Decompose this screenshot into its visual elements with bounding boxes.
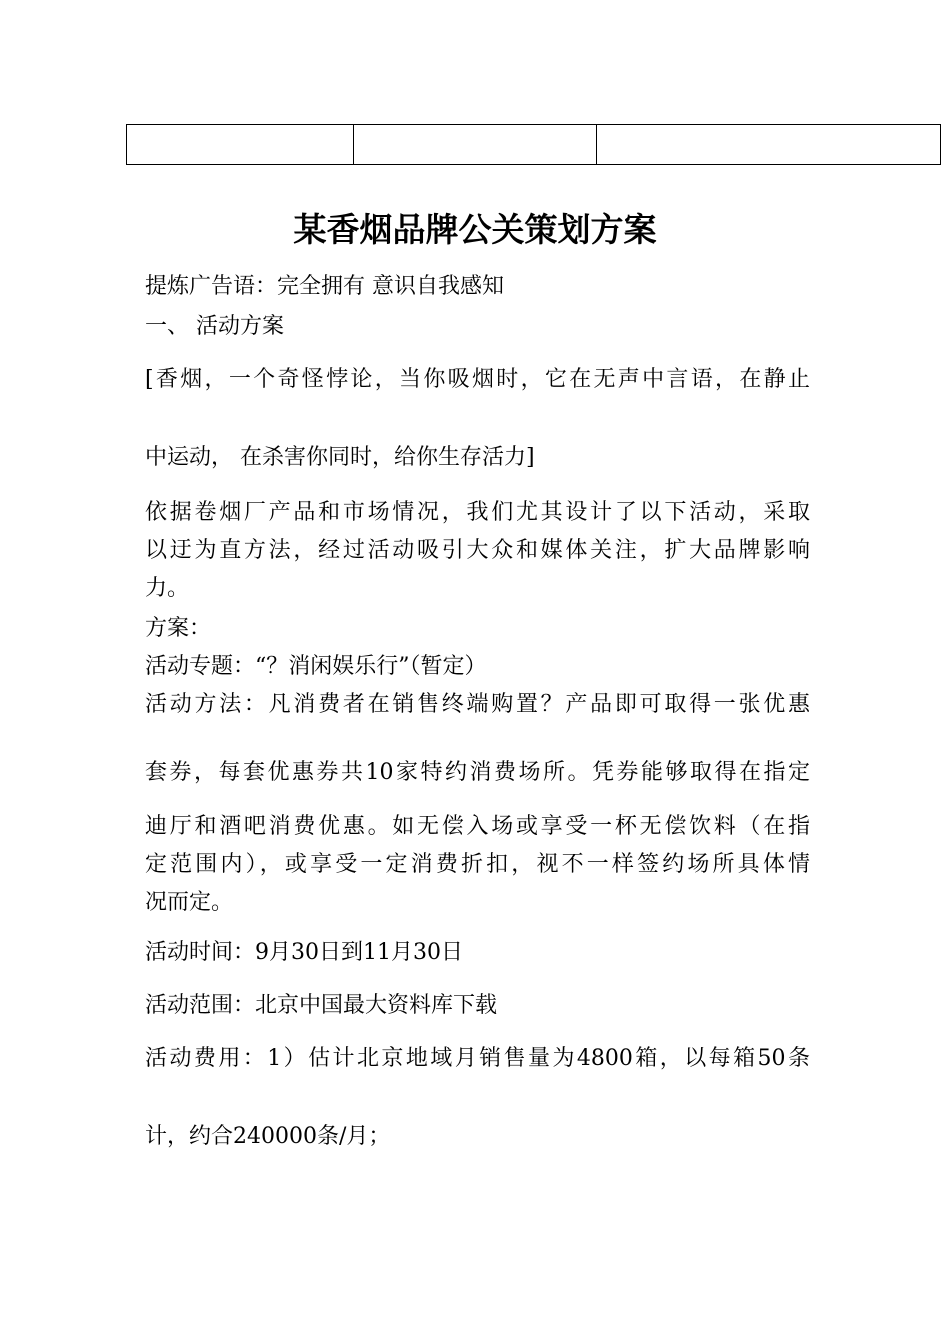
body-line: 定范围内），或享受一定消费折扣，视不一样签约场所具体情 (145, 852, 810, 877)
header-cell (127, 125, 354, 165)
body-line: 活动时间：9月30日到11月30日 (145, 940, 463, 965)
document-title: 某香烟品牌公关策划方案 (293, 210, 657, 249)
body-line: 迪厅和酒吧消费优惠。如无偿入场或享受一杯无偿饮料（在指 (145, 814, 810, 839)
body-line: 套券，每套优惠券共10家特约消费场所。凭券能够取得在指定 (145, 760, 810, 785)
body-line: [香烟，一个奇怪悖论，当你吸烟时，它在无声中言语，在静止 (145, 367, 810, 392)
section-heading: 一、 活动方案 (145, 314, 284, 339)
body-line: 中运动， 在杀害你同时，给你生存活力] (145, 445, 535, 470)
body-line: 活动方法：凡消费者在销售终端购置？产品即可取得一张优惠 (145, 692, 810, 717)
body-line: 活动专题：“？消闲娱乐行”（暂定） (145, 654, 487, 679)
body-line: 以迂为直方法，经过活动吸引大众和媒体关注，扩大品牌影响 (145, 538, 810, 563)
body-line: 活动范围：北京中国最大资料库下载 (145, 993, 498, 1018)
body-line: 计，约合240000条/月； (145, 1124, 391, 1149)
body-line: 力。 (145, 576, 190, 601)
body-line: 依据卷烟厂产品和市场情况，我们尤其设计了以下活动，采取 (145, 500, 810, 525)
header-cell (597, 125, 941, 165)
slogan-line: 提炼广告语：完全拥有 意识自我感知 (145, 274, 504, 299)
header-table-row (127, 125, 941, 165)
header-cell (354, 125, 597, 165)
header-table (126, 124, 941, 165)
body-line: 况而定。 (145, 890, 234, 915)
body-line: 方案： (145, 616, 212, 641)
body-line: 活动费用：1）估计北京地域月销售量为4800箱，以每箱50条 (145, 1046, 810, 1071)
